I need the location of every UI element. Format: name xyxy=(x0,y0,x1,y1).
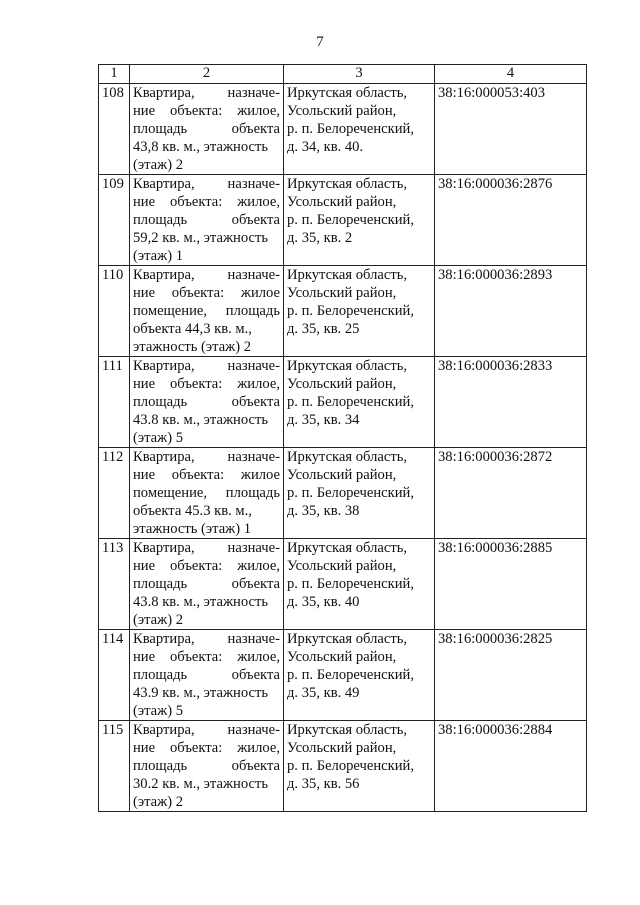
address-line: р. п. Белореченский, xyxy=(287,576,415,592)
description-line: (этаж) 2 xyxy=(133,794,184,810)
description-line: ние объекта: жилое, xyxy=(133,194,280,210)
address-line: Усольский район, xyxy=(287,103,397,119)
column-header-3: 3 xyxy=(284,65,435,84)
cadastral-number-cell: 38:16:000036:2885 xyxy=(435,539,587,630)
row-number-cell: 108 xyxy=(99,84,130,175)
address-cell xyxy=(284,266,435,357)
row-number-cell: 115 xyxy=(99,721,130,812)
description-line: (этаж) 5 xyxy=(133,703,184,719)
description-cell xyxy=(130,175,284,266)
address-cell xyxy=(284,539,435,630)
description-line: Квартира, назначе- xyxy=(133,267,280,283)
address-line: Иркутская область, xyxy=(287,358,408,374)
description-cell xyxy=(130,357,284,448)
row-number-cell: 110 xyxy=(99,266,130,357)
address-line: р. п. Белореченский, xyxy=(287,394,415,410)
cadastral-number-cell: 38:16:000036:2876 xyxy=(435,175,587,266)
description-cell xyxy=(130,84,284,175)
description-line: Квартира, назначе- xyxy=(133,540,280,556)
address-line: д. 35, кв. 34 xyxy=(287,412,360,428)
description-line: 43.9 кв. м., этажность xyxy=(133,685,269,701)
description-line: ние объекта: жилое, xyxy=(133,649,280,665)
table-body xyxy=(99,84,587,812)
description-line: Квартира, назначе- xyxy=(133,176,280,192)
description-line: площадь объекта xyxy=(133,121,280,137)
description-cell xyxy=(130,266,284,357)
description-line: ние объекта: жилое, xyxy=(133,103,280,119)
property-table xyxy=(98,64,587,812)
cadastral-number-cell: 38:16:000036:2825 xyxy=(435,630,587,721)
address-line: Усольский район, xyxy=(287,558,397,574)
table-row xyxy=(99,721,587,812)
description-line: 59,2 кв. м., этажность xyxy=(133,230,269,246)
row-number-cell: 109 xyxy=(99,175,130,266)
table-row xyxy=(99,630,587,721)
address-line: д. 35, кв. 40 xyxy=(287,594,360,610)
description-line: объекта 45.3 кв. м., xyxy=(133,503,252,519)
description-line: 30.2 кв. м., этажность xyxy=(133,776,269,792)
address-line: Иркутская область, xyxy=(287,176,408,192)
address-line: р. п. Белореченский, xyxy=(287,121,415,137)
address-line: д. 35, кв. 25 xyxy=(287,321,360,337)
cadastral-number-cell: 38:16:000036:2872 xyxy=(435,448,587,539)
description-line: площадь объекта xyxy=(133,576,280,592)
description-line: Квартира, назначе- xyxy=(133,85,280,101)
description-line: площадь объекта xyxy=(133,758,280,774)
cadastral-number-cell: 38:16:000036:2893 xyxy=(435,266,587,357)
address-line: Усольский район, xyxy=(287,740,397,756)
description-line: помещение, площадь xyxy=(133,485,280,501)
table-row xyxy=(99,539,587,630)
column-header-1: 1 xyxy=(99,65,130,84)
description-cell xyxy=(130,448,284,539)
address-line: р. п. Белореченский, xyxy=(287,303,415,319)
address-line: Усольский район, xyxy=(287,194,397,210)
address-line: Усольский район, xyxy=(287,467,397,483)
description-line: площадь объекта xyxy=(133,667,280,683)
address-line: р. п. Белореченский, xyxy=(287,667,415,683)
row-number-cell: 114 xyxy=(99,630,130,721)
address-line: Иркутская область, xyxy=(287,631,408,647)
address-line: р. п. Белореченский, xyxy=(287,485,415,501)
address-line: р. п. Белореченский, xyxy=(287,758,415,774)
description-cell xyxy=(130,539,284,630)
address-line: Иркутская область, xyxy=(287,267,408,283)
address-cell xyxy=(284,357,435,448)
address-line: Усольский район, xyxy=(287,285,397,301)
description-line: (этаж) 5 xyxy=(133,430,184,446)
address-line: Иркутская область, xyxy=(287,449,408,465)
page-number: 7 xyxy=(316,34,324,50)
description-line: 43.8 кв. м., этажность xyxy=(133,412,269,428)
description-line: Квартира, назначе- xyxy=(133,631,280,647)
description-line: этажность (этаж) 2 xyxy=(133,339,252,355)
address-line: Иркутская область, xyxy=(287,540,408,556)
description-line: помещение, площадь xyxy=(133,303,280,319)
description-line: площадь объекта xyxy=(133,212,280,228)
description-line: Квартира, назначе- xyxy=(133,722,280,738)
cadastral-number-cell: 38:16:000036:2884 xyxy=(435,721,587,812)
description-line: этажность (этаж) 1 xyxy=(133,521,252,537)
description-line: объекта 44,3 кв. м., xyxy=(133,321,252,337)
address-line: р. п. Белореченский, xyxy=(287,212,415,228)
description-line: 43.8 кв. м., этажность xyxy=(133,594,269,610)
row-number-cell: 111 xyxy=(99,357,130,448)
address-cell xyxy=(284,175,435,266)
column-header-2: 2 xyxy=(130,65,284,84)
cadastral-number-cell: 38:16:000036:2833 xyxy=(435,357,587,448)
description-line: ние объекта: жилое, xyxy=(133,376,280,392)
description-line: ние объекта: жилое, xyxy=(133,558,280,574)
address-cell xyxy=(284,84,435,175)
description-line: (этаж) 1 xyxy=(133,248,184,264)
description-line: Квартира, назначе- xyxy=(133,358,280,374)
description-line: 43,8 кв. м., этажность xyxy=(133,139,269,155)
column-header-4: 4 xyxy=(435,65,587,84)
address-cell xyxy=(284,630,435,721)
table-row xyxy=(99,266,587,357)
address-line: д. 35, кв. 38 xyxy=(287,503,360,519)
table-row xyxy=(99,175,587,266)
table-row xyxy=(99,357,587,448)
header-row xyxy=(99,65,587,84)
cadastral-number-cell: 38:16:000053:403 xyxy=(435,84,587,175)
description-line: Квартира, назначе- xyxy=(133,449,280,465)
address-cell xyxy=(284,721,435,812)
table-row xyxy=(99,84,587,175)
row-number-cell: 112 xyxy=(99,448,130,539)
description-cell xyxy=(130,630,284,721)
address-line: Усольский район, xyxy=(287,376,397,392)
address-line: д. 35, кв. 49 xyxy=(287,685,360,701)
address-line: д. 35, кв. 56 xyxy=(287,776,360,792)
address-line: Иркутская область, xyxy=(287,722,408,738)
address-cell xyxy=(284,448,435,539)
description-line: (этаж) 2 xyxy=(133,157,184,173)
description-cell xyxy=(130,721,284,812)
row-number-cell: 113 xyxy=(99,539,130,630)
address-line: д. 34, кв. 40. xyxy=(287,139,364,155)
description-line: ние объекта: жилое, xyxy=(133,740,280,756)
description-line: ние объекта: жилое xyxy=(133,285,280,301)
address-line: д. 35, кв. 2 xyxy=(287,230,353,246)
address-line: Усольский район, xyxy=(287,649,397,665)
address-line: Иркутская область, xyxy=(287,85,408,101)
table-row xyxy=(99,448,587,539)
description-line: ние объекта: жилое xyxy=(133,467,280,483)
description-line: (этаж) 2 xyxy=(133,612,184,628)
description-line: площадь объекта xyxy=(133,394,280,410)
